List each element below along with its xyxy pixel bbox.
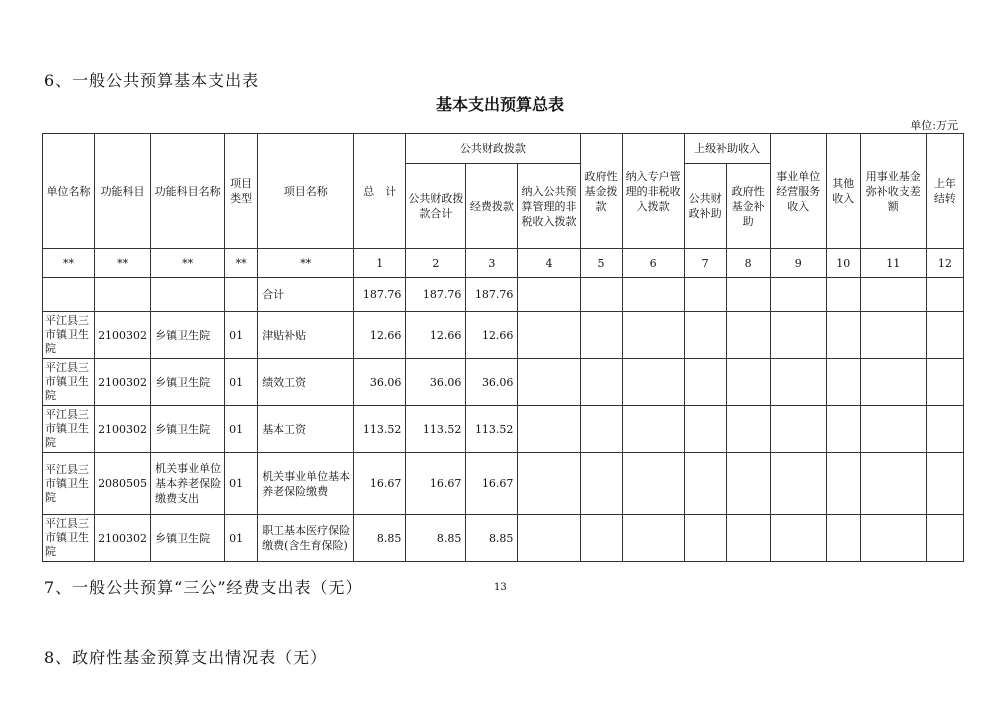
- col-item-type: 项目类型: [225, 134, 258, 249]
- expense-alloc-cell: 36.06: [466, 359, 518, 406]
- code-cell: 2100302: [95, 359, 151, 406]
- total-cell: 16.67: [354, 453, 406, 515]
- table-row: [43, 359, 964, 406]
- unit-cell: 平江县三市镇卫生院: [43, 515, 95, 562]
- type-cell: 01: [225, 453, 258, 515]
- expense-alloc-cell: 12.66: [466, 312, 518, 359]
- section-heading-6: 6、一般公共预算基本支出表: [44, 71, 260, 90]
- col-gov-fund: 政府性基金拨款: [580, 134, 622, 249]
- col-group-public-fin: 公共财政拨款: [406, 134, 580, 164]
- public-fin-cell: 36.06: [406, 359, 466, 406]
- item-cell: 职工基本医疗保险缴费(含生育保险): [258, 515, 354, 562]
- col-item-name: 项目名称: [258, 134, 354, 249]
- index-cell: 5: [580, 249, 622, 278]
- public-fin-cell: 113.52: [406, 406, 466, 453]
- total-value: 187.76: [354, 278, 406, 312]
- index-cell: 11: [860, 249, 926, 278]
- col-special-nontax: 纳入专户管理的非税收入拨款: [622, 134, 684, 249]
- public-fin-cell: 16.67: [406, 453, 466, 515]
- col-func-name: 功能科目名称: [151, 134, 225, 249]
- total-expense-alloc: 187.76: [466, 278, 518, 312]
- total-cell: 8.85: [354, 515, 406, 562]
- func-name-cell: 乡镇卫生院: [151, 312, 225, 359]
- total-row: [43, 278, 964, 312]
- code-cell: 2100302: [95, 515, 151, 562]
- col-group-superior: 上级补助收入: [684, 134, 770, 164]
- unit-cell: 平江县三市镇卫生院: [43, 359, 95, 406]
- table-title: 基本支出预算总表: [435, 95, 564, 114]
- table-row: [43, 312, 964, 359]
- index-cell: 7: [684, 249, 726, 278]
- page-number: 13: [494, 582, 507, 593]
- section-heading-7: 7、一般公共预算“三公”经费支出表（无）: [44, 578, 363, 597]
- index-cell: 4: [518, 249, 580, 278]
- index-cell: **: [151, 249, 225, 278]
- col-public-fin-total: 公共财政拨款合计: [406, 164, 466, 249]
- table-row: [43, 453, 964, 515]
- index-cell: 6: [622, 249, 684, 278]
- unit-cell: 平江县三市镇卫生院: [43, 312, 95, 359]
- col-other-income: 其他收入: [826, 134, 860, 249]
- type-cell: 01: [225, 515, 258, 562]
- index-cell: 10: [826, 249, 860, 278]
- type-cell: 01: [225, 406, 258, 453]
- index-cell: 1: [354, 249, 406, 278]
- expense-alloc-cell: 16.67: [466, 453, 518, 515]
- func-name-cell: 乡镇卫生院: [151, 406, 225, 453]
- func-name-cell: 机关事业单位基本养老保险缴费支出: [151, 453, 225, 515]
- col-last-year: 上年结转: [926, 134, 963, 249]
- item-cell: 绩效工资: [258, 359, 354, 406]
- index-row: [43, 249, 964, 278]
- item-cell: 津贴补贴: [258, 312, 354, 359]
- item-cell: 机关事业单位基本养老保险缴费: [258, 453, 354, 515]
- index-cell: 9: [770, 249, 826, 278]
- table-row: [43, 515, 964, 562]
- public-fin-cell: 8.85: [406, 515, 466, 562]
- section-heading-8: 8、政府性基金预算支出情况表（无）: [44, 648, 328, 667]
- unit-label: 单位:万元: [910, 119, 958, 132]
- public-fin-cell: 12.66: [406, 312, 466, 359]
- total-cell: 36.06: [354, 359, 406, 406]
- col-expense-alloc: 经费拨款: [466, 164, 518, 249]
- col-sup-public: 公共财政补助: [684, 164, 726, 249]
- type-cell: 01: [225, 312, 258, 359]
- index-cell: 2: [406, 249, 466, 278]
- index-cell: **: [225, 249, 258, 278]
- index-cell: **: [43, 249, 95, 278]
- index-cell: 12: [926, 249, 963, 278]
- total-cell: 113.52: [354, 406, 406, 453]
- budget-table: [42, 133, 964, 562]
- col-public-nontax: 纳入公共预算管理的非税收入拨款: [518, 164, 580, 249]
- col-sup-fund: 政府性基金补助: [726, 164, 770, 249]
- col-fund-gap: 用事业基金弥补收支差额: [860, 134, 926, 249]
- col-business-income: 事业单位经营服务收入: [770, 134, 826, 249]
- func-name-cell: 乡镇卫生院: [151, 359, 225, 406]
- code-cell: 2080505: [95, 453, 151, 515]
- unit-cell: 平江县三市镇卫生院: [43, 453, 95, 515]
- type-cell: 01: [225, 359, 258, 406]
- col-func-code: 功能科目: [95, 134, 151, 249]
- index-cell: 3: [466, 249, 518, 278]
- code-cell: 2100302: [95, 406, 151, 453]
- func-name-cell: 乡镇卫生院: [151, 515, 225, 562]
- col-total: 总 计: [354, 134, 406, 249]
- index-cell: **: [258, 249, 354, 278]
- total-label: 合计: [258, 278, 354, 312]
- unit-cell: 平江县三市镇卫生院: [43, 406, 95, 453]
- index-cell: **: [95, 249, 151, 278]
- total-cell: 12.66: [354, 312, 406, 359]
- expense-alloc-cell: 8.85: [466, 515, 518, 562]
- expense-alloc-cell: 113.52: [466, 406, 518, 453]
- table-row: [43, 406, 964, 453]
- item-cell: 基本工资: [258, 406, 354, 453]
- col-unit-name: 单位名称: [43, 134, 95, 249]
- index-cell: 8: [726, 249, 770, 278]
- total-public-fin: 187.76: [406, 278, 466, 312]
- code-cell: 2100302: [95, 312, 151, 359]
